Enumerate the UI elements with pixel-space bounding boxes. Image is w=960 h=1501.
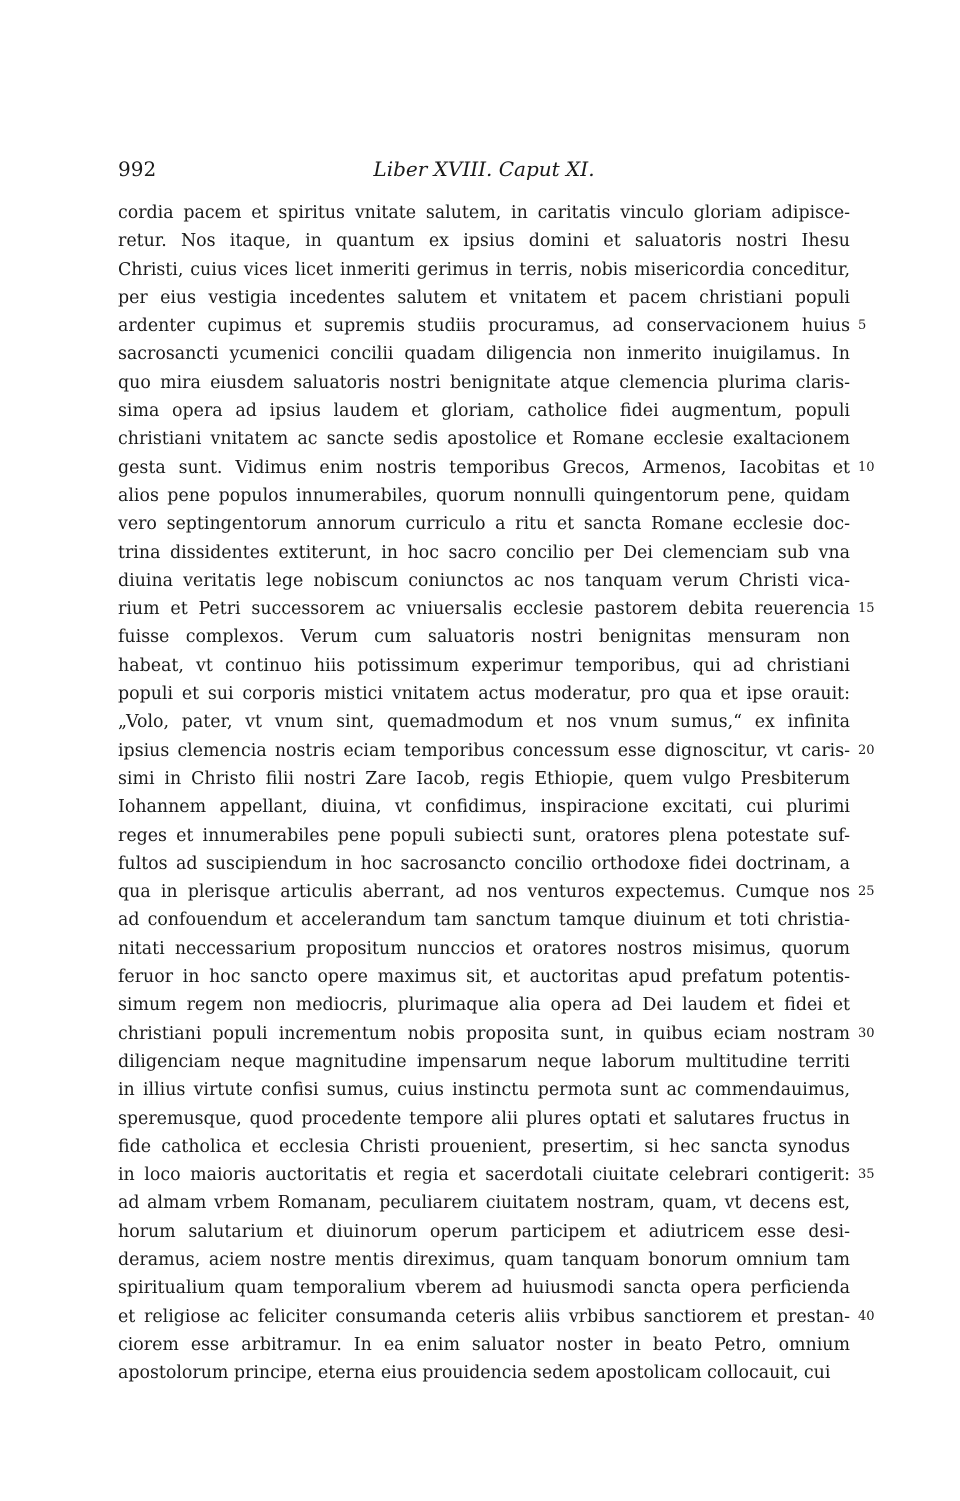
text-line: deramus, aciem nostre mentis direximus, quam tanquam bonorum omnium tam: [118, 1249, 850, 1270]
text-line: alios pene populos innumerabiles, quorum nonnulli quingentorum pene, quidam: [118, 485, 850, 506]
text-line: speremusque, quod procedente tempore alii plures optati et salutares fructus in: [118, 1108, 850, 1129]
running-title: Liber XVIII. Caput XI.: [373, 157, 595, 181]
margin-line-number: 20: [858, 742, 875, 758]
text-line: nitati neccessarium propositum nunccios et oratores nostros misimus, quorum: [118, 938, 850, 959]
margin-line-number: 5: [858, 318, 867, 334]
text-line: sacrosancti ycumenici concilii quadam diligencia non inmerito inuigilamus. In: [118, 344, 850, 365]
text-line: gesta sunt. Vidimus enim nostris temporibus Grecos, Armenos, Iacobitas et: [118, 457, 850, 478]
text-line: trina dissidentes extiterunt, in hoc sacro concilio per Dei clemenciam sub vna: [118, 542, 850, 563]
text-line: christiani vnitatem ac sancte sedis apostolice et Romane ecclesie exaltacionem: [118, 429, 850, 450]
text-line: spiritualium quam temporalium vberem ad huiusmodi sancta opera perficienda: [118, 1278, 850, 1299]
text-line: „Volo, pater, vt vnum sint, quemadmodum et nos vnum sumus,“ ex infinita: [118, 712, 850, 733]
text-line: ardenter cupimus et supremis studiis procuramus, ad conservacionem huius: [118, 316, 850, 337]
text-line: diuina veritatis lege nobiscum coniunctos ac nos tanquam verum Christi vica-: [118, 570, 850, 591]
text-line: simum regem non mediocris, plurimaque alia opera ad Dei laudem et fidei et: [118, 995, 850, 1016]
text-line: feruor in hoc sancto opere maximus sit, et auctoritas apud prefatum potentis-: [118, 967, 850, 988]
text-line: et religiose ac feliciter consumanda ceteris aliis vrbibus sanctiorem et prestan-: [118, 1306, 850, 1327]
text-line: qua in plerisque articulis aberrant, ad nos venturos expectemus. Cumque nos: [118, 882, 850, 903]
text-line: cordia pacem et spiritus vnitate salutem, in caritatis vinculo gloriam adipisce-: [118, 203, 850, 223]
text-line: Christi, cuius vices licet inmeriti gerimus in terris, nobis misericordia conceditur,: [118, 259, 850, 280]
margin-line-number: 15: [858, 601, 875, 617]
text-line: habeat, vt continuo hiis potissimum experimur temporibus, qui ad christiani: [118, 655, 850, 676]
text-line: horum salutarium et diuinorum operum participem et adiutricem esse desi-: [118, 1221, 850, 1242]
text-line: sima opera ad ipsius laudem et gloriam, catholice fidei augmentum, populi: [118, 401, 850, 422]
text-line: apostolorum principe, eterna eius prouidencia sedem apostolicam collocauit, cui: [118, 1363, 831, 1384]
text-line: per eius vestigia incedentes salutem et vnitatem et pacem christiani populi: [118, 287, 850, 308]
text-line: diligenciam neque magnitudine impensarum neque laborum multitudine territi: [118, 1051, 850, 1072]
body-text: [118, 199, 850, 1387]
text-line: populi et sui corporis mistici vnitatem actus moderatur, pro qua et ipse orauit:: [118, 684, 850, 705]
text-line: simi in Christo filii nostri Zare Iacob, regis Ethiopie, quem vulgo Presbiterum: [118, 768, 850, 789]
text-line: ad almam vrbem Romanam, peculiarem ciuitatem nostram, quam, vt decens est,: [118, 1193, 850, 1214]
page-number: 992: [118, 157, 157, 181]
text-line: in loco maioris auctoritatis et regia et sacerdotali ciuitate celebrari contigerit:: [118, 1165, 850, 1186]
text-line: fultos ad suscipiendum in hoc sacrosancto concilio orthodoxe fidei doctrinam, a: [118, 853, 850, 874]
margin-line-number: 35: [858, 1167, 875, 1183]
text-line: reges et innumerabiles pene populi subiecti sunt, oratores plena potestate suf-: [118, 825, 850, 846]
text-line: vero septingentorum annorum curriculo a ritu et sancta Romane ecclesie doc-: [118, 514, 850, 535]
text-line: rium et Petri successorem ac vniuersalis ecclesie pastorem debita reuerencia: [118, 599, 850, 620]
text-line: fide catholica et ecclesia Christi prouenient, presertim, si hec sancta synodus: [118, 1136, 850, 1157]
text-line: Iohannem appellant, diuina, vt confidimus, inspiracione excitati, cui plurimi: [118, 797, 850, 818]
text-line: ad confouendum et accelerandum tam sanctum tamque diuinum et toti christia-: [118, 910, 850, 931]
text-line: christiani populi incrementum nobis proposita sunt, in quibus eciam nostram: [118, 1023, 850, 1044]
text-line: ipsius clemencia nostris eciam temporibus concessum esse dignoscitur, vt caris-: [118, 740, 850, 761]
text-line: quo mira eiusdem saluatoris nostri benignitate atque clemencia plurima claris-: [118, 372, 850, 393]
margin-line-number: 40: [858, 1308, 875, 1324]
margin-line-number: 25: [858, 884, 875, 900]
text-line: fuisse complexos. Verum cum saluatoris nostri benignitas mensuram non: [118, 627, 850, 648]
text-line: in illius virtute confisi sumus, cuius instinctu permota sunt ac commendauimus,: [118, 1080, 850, 1101]
margin-line-number: 10: [858, 459, 875, 475]
text-line: ciorem esse arbitramur. In ea enim saluator noster in beato Petro, omnium: [118, 1334, 850, 1355]
page-header: [118, 157, 850, 181]
text-line: retur. Nos itaque, in quantum ex ipsius domini et saluatoris nostri Ihesu: [118, 231, 850, 252]
margin-line-number: 30: [858, 1025, 875, 1041]
